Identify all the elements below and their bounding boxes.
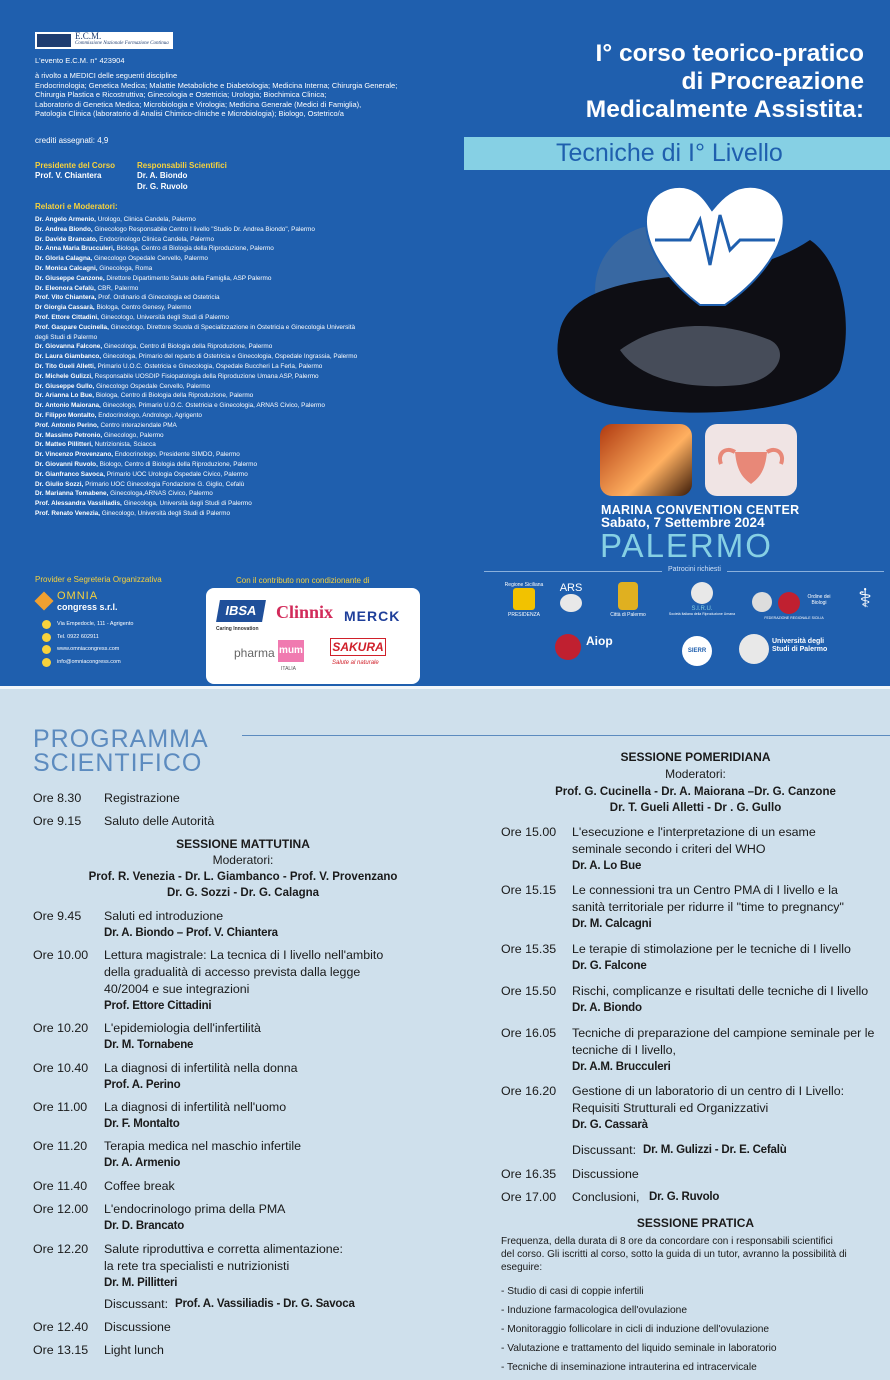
relatore-affiliation: Ginecologo Ospedale Cervello, Palermo (94, 382, 211, 390)
title-line: Medicalmente Assistita: (585, 96, 864, 123)
session-mattutina-title: SESSIONE MATTUTINA (176, 837, 310, 851)
relatore-affiliation: Ginecologo, Primario U.O.C. Ostetricia e Ginecologia, ARNAS Civico, Palermo (100, 402, 325, 410)
uterus-image (705, 424, 797, 496)
entry-topic: seminale secondo i criteri del WHO (572, 842, 766, 856)
relatore-item (35, 303, 455, 313)
patronage-label: Patrocini richiesti (662, 566, 727, 573)
relatore-name: Dr. Massimo Petronio, (35, 431, 103, 439)
contact-address (42, 620, 133, 633)
entry-time: Ore 10.20 (33, 1021, 89, 1035)
session-pomeridiana-title: SESSIONE POMERIDIANA (620, 750, 771, 764)
relatore-name: Dr. Monica Calcagni, (35, 264, 98, 272)
entry-time: Ore 9.45 (33, 909, 82, 923)
sponsor-pharma-text: pharma (234, 646, 275, 660)
contact-email[interactable] (42, 658, 133, 671)
relatore-affiliation: Biologa, Centro di Biologia della Riproduzione, Palermo (114, 245, 274, 253)
relatore-item (35, 352, 455, 362)
relatore-item (35, 274, 455, 284)
relatore-affiliation: Ginecologo Ospedale Cervello, Palermo (92, 255, 208, 263)
uterus-icon (705, 424, 797, 496)
relatore-affiliation: Biologa, Centro di Biologia della Riproduzione, Palermo (94, 392, 254, 400)
sponsor-ibsa-tagline: Caring Innovation (216, 626, 259, 632)
entry-time: Ore 13.15 (33, 1343, 89, 1357)
entry-topic: Conclusioni, (572, 1190, 640, 1204)
relatore-item (35, 284, 455, 294)
entry-speaker: Dr. M. Tornabene (104, 1039, 194, 1051)
relatore-name: Prof. Ettore Cittadini, (35, 313, 99, 321)
session-mattutina-moderators (33, 869, 453, 901)
relatore-affiliation: Ginecologa, Primario del reparto di Ostetricia e Ginecologia, Ospedale Ingrassia, Palermo (101, 353, 358, 361)
entry-topic: Le terapie di stimolazione per le tecniche di I livello (572, 942, 851, 956)
relatore-name: Dr. Tito Gueli Alletti, (35, 362, 96, 370)
embryo-image (600, 424, 692, 496)
moderators-line: Dr. T. Gueli Alletti - Dr . G. Gullo (609, 802, 782, 814)
scientific-block (137, 161, 227, 192)
relatore-name: Dr. Anna Maria Brucculeri, (35, 245, 115, 253)
venue: MARINA CONVENTION CENTER (601, 503, 800, 517)
pratica-description (501, 1235, 890, 1274)
relatore-item (35, 235, 455, 245)
entry-topic: sanità territoriale per ridurre il "time to pregnancy" (572, 900, 844, 914)
sponsor-sakura-logo: SAKURA (330, 638, 386, 656)
session-mattutina-mod-label: Moderatori: (212, 853, 274, 867)
entry-speaker: Dr. A.M. Brucculeri (572, 1061, 671, 1073)
scientific-name: Dr. A. Biondo (137, 171, 188, 180)
session-pomeridiana-moderators (501, 784, 890, 816)
relatore-name: Prof. Gaspare Cucinella, (35, 323, 109, 331)
sponsor-clinnix-logo: Clinnix (276, 602, 334, 622)
ecm-disciplines (35, 71, 450, 119)
relatore-item (35, 460, 455, 470)
entry-topic: La diagnosi di infertilità nell'uomo (104, 1100, 287, 1114)
italy-emblem-icon (752, 592, 772, 612)
president-name: Prof. V. Chiantera (35, 171, 102, 180)
relatore-affiliation: Centro interaziendale PMA (98, 421, 177, 429)
discussant-label: Discussant: (104, 1297, 169, 1311)
mail-icon (42, 658, 51, 667)
entry-speaker: Dr. G. Cassarà (572, 1119, 648, 1131)
subtitle-banner (464, 137, 890, 170)
entry-topic: La diagnosi di infertilità nella donna (104, 1061, 298, 1075)
event-city: PALERMO (600, 527, 773, 564)
pratica-text-line: del corso. Gli iscritti al corso, sotto la guida di un tutor, avranno la possibilità di (501, 1249, 847, 1260)
discussant-label: Discussant: (572, 1143, 637, 1157)
disciplines-line: Chirurgia Plastica e Ricostruttiva; Ginecologia e Ostetricia; Urologia; Biochimica Clinica; (35, 90, 327, 99)
relatore-name: Dr. Andrea Biondo, (35, 225, 93, 233)
entry-topic: Light lunch (104, 1343, 164, 1357)
ultrasound-heart-illustration (540, 180, 860, 420)
relatore-item (35, 421, 455, 431)
pratica-item: - Studio di casi di coppie infertili (501, 1286, 644, 1297)
red-seal-icon (555, 634, 581, 660)
programma-section (0, 686, 890, 1380)
entry-speaker: Prof. A. Perino (104, 1079, 181, 1091)
entry-time: Ore 15.15 (501, 883, 557, 897)
entry-time: Ore 9.15 (33, 814, 82, 828)
relatore-item (35, 391, 455, 401)
regione-icon (513, 588, 535, 610)
title-line: di Procreazione (681, 68, 864, 95)
relatore-affiliation: Endocrinologo Clinica Candela, Palermo (97, 235, 215, 243)
relatore-affiliation: Direttore Dipartimento Salute della Famiglia, ASP Palermo (104, 274, 272, 282)
relatore-affiliation: Ginecologo Responsabile Centro I livello "Studio Dr. Andrea Biondo", Palermo (92, 225, 315, 233)
patron-unipa-logo: Università degli Studi di Palermo (772, 638, 828, 653)
relatore-item (35, 411, 455, 421)
patron-logos (490, 582, 890, 672)
entry-time: Ore 12.20 (33, 1242, 89, 1256)
sponsors-box (206, 588, 420, 684)
comune-crest-icon (618, 582, 638, 610)
entry-time: Ore 16.35 (501, 1167, 557, 1181)
relatore-name: Dr. Davide Brancato, (35, 235, 98, 243)
patron-label: Città di Palermo (610, 612, 646, 618)
relatore-name: Dr. Arianna Lo Bue, (35, 392, 95, 400)
entry-topic: Requisiti Strutturali ed Organizzativi (572, 1101, 769, 1115)
relatore-name: Dr. Giulio Sozzi, (35, 480, 84, 488)
entry-topic: Lettura magistrale: La tecnica di I livello nell'ambito (104, 948, 384, 962)
relatore-affiliation: Responsabile UOSDIP Fisiopatologia della Riproduzione Umana ASP, Palermo (92, 372, 319, 380)
relatore-item (35, 450, 455, 460)
contact-phone (42, 633, 133, 646)
patron-siru-logo (662, 582, 742, 616)
relatore-name: Dr. Gianfranco Savoca, (35, 470, 105, 478)
ecm-logo (35, 32, 173, 49)
entry-speaker: Dr. M. Pillitteri (104, 1277, 178, 1289)
relatore-name: Dr. Giuseppe Canzone, (35, 274, 105, 282)
entry-time: Ore 10.40 (33, 1061, 89, 1075)
course-title (464, 40, 864, 124)
entry-topic: L'esecuzione e l'interpretazione di un esame (572, 825, 816, 839)
relatore-item (35, 499, 455, 509)
uterus-body (735, 452, 767, 484)
contact-text[interactable]: info@omniacongress.com (57, 658, 121, 665)
entry-time: Ore 11.40 (33, 1179, 88, 1193)
relatore-item (35, 372, 455, 382)
entry-time: Ore 12.40 (33, 1320, 89, 1334)
contact-web[interactable] (42, 645, 133, 658)
entry-time: Ore 10.00 (33, 948, 89, 962)
entry-speaker: Dr. G. Falcone (572, 960, 647, 972)
relatore-affiliation: Ginecologo, Università degli Studi di Palermo (100, 509, 231, 517)
relatore-name: Prof. Antonio Perino, (35, 421, 99, 429)
relatore-name: Dr. Antonio Maiorana, (35, 402, 101, 410)
patron-ars-logo (556, 582, 586, 614)
relatore-item (35, 401, 455, 411)
contact-list (42, 620, 133, 670)
programma-title-line: SCIENTIFICO (33, 749, 203, 777)
sponsor-sakura-tagline: Salute al naturale (332, 660, 379, 666)
session-pratica-title: SESSIONE PRATICA (636, 1216, 755, 1230)
programma-title-line: PROGRAMMA (33, 725, 209, 753)
relatore-item (35, 509, 455, 519)
entry-time: Ore 15.00 (501, 825, 557, 839)
relatore-affiliation: Endocrinologo, Andrologo, Agrigento (96, 411, 202, 419)
relatore-item (35, 254, 455, 264)
discussant-names: Prof. A. Vassiliadis - Dr. G. Savoca (175, 1298, 355, 1310)
relatore-affiliation: Ginecologo, Università degli Studi di Palermo (98, 313, 229, 321)
patron-aiop-logo (586, 634, 676, 648)
relatore-name: Prof. Vito Chiantera, (35, 294, 97, 302)
entry-topic: Saluti ed introduzione (104, 909, 224, 923)
relatore-name: Dr. Giovanni Ruvolo, (35, 460, 98, 468)
unipa-seal-icon (739, 634, 769, 664)
moderators-line: Prof. R. Venezia - Dr. L. Giambanco - Prof. V. Provenzano (88, 871, 398, 883)
entry-time: Ore 15.35 (501, 942, 557, 956)
contact-text[interactable]: www.omniacongress.com (57, 646, 120, 652)
biologi-icon (778, 592, 800, 614)
disciplines-intro: à rivolto a MEDICI delle seguenti discipline (35, 71, 178, 80)
moderators-line: Dr. G. Sozzi - Dr. G. Calagna (166, 887, 320, 899)
ecm-credits: crediti assegnati: 4,9 (35, 136, 109, 145)
relatore-name: Dr. Eleonora Cefalù, (35, 284, 96, 292)
entry-topic: Le connessioni tra un Centro PMA di I livello e la (572, 883, 838, 897)
entry-topic: Terapia medica nel maschio infertile (104, 1139, 301, 1153)
provider-label: Provider e Segreteria Organizzativa (35, 575, 162, 584)
entry-speaker: Dr. A. Biondo – Prof. V. Chiantera (104, 927, 278, 939)
relatore-name: Dr. Filippo Montalto, (35, 411, 97, 419)
relatore-item (35, 323, 455, 333)
entry-time: Ore 12.00 (33, 1202, 89, 1216)
relatore-affiliation: Urologo, Clinica Candela, Palermo (95, 216, 196, 223)
relatore-affiliation: Primario UOC Ginecologia Fondazione G. Giglio, Cefalù (83, 480, 245, 488)
globe-icon (42, 645, 51, 654)
sierr-icon: SIERR (682, 636, 712, 666)
title-line: I° corso teorico-pratico (595, 40, 864, 67)
president-label: Presidente del Corso (35, 161, 116, 170)
entry-time: Ore 16.05 (501, 1026, 557, 1040)
discussant-names: Dr. M. Gulizzi - Dr. E. Cefalù (643, 1144, 787, 1156)
patron-label: PRESIDENZA (508, 612, 540, 618)
entry-speaker: Dr. F. Montalto (104, 1118, 180, 1130)
relatori-heading: Relatori e Moderatori: (35, 202, 118, 211)
relatore-name: Dr. Giuseppe Gullo, (35, 382, 95, 390)
entry-topic: Discussione (104, 1320, 171, 1334)
relatore-affiliation: Ginecologa, Roma (97, 264, 153, 272)
entry-topic: L'epidemiologia dell'infertilità (104, 1021, 261, 1035)
entry-time: Ore 11.20 (33, 1139, 88, 1153)
patron-label: Ordine dei Biologi (807, 594, 831, 606)
patron-sub: Società Italiana della Riproduzione Umana (668, 612, 736, 616)
relatore-name: Prof. Renato Venezia, (35, 509, 100, 517)
relatore-item (35, 293, 455, 303)
relatore-affiliation: Primario UOC Urologia Ospedale Civico, Palermo (104, 470, 248, 478)
pratica-text-line: Frequenza, della durata di 8 ore da concordare con i responsabili scientifici (501, 1236, 833, 1247)
sponsor-mum-badge: mum (278, 640, 304, 662)
relatore-name: Dr. Matteo Pillitteri, (35, 441, 93, 449)
contact-text: Via Empedocle, 111 - Agrigento (57, 621, 134, 627)
caduceus-icon: ⚕ (857, 583, 873, 613)
relatore-item (35, 313, 455, 323)
relatore-item (35, 431, 455, 441)
relatore-item (35, 244, 455, 254)
entry-topic: Registrazione (104, 791, 180, 805)
relatore-affiliation: Biologa, Centro Genesy, Palermo (94, 304, 192, 312)
pratica-activities (501, 1282, 777, 1377)
siru-icon (691, 582, 713, 604)
entry-topic: Saluto delle Autorità (104, 814, 215, 828)
relatori-list (35, 215, 455, 519)
relatore-affiliation: Prof. Ordinario di Ginecologia ed Ostetricia (96, 294, 220, 302)
relatore-affiliation: Biologo, Centro di Biologia della Riproduzione, Palermo (97, 460, 258, 468)
pratica-item: - Monitoraggio follicolare in cicli di induzione dell'ovulazione (501, 1324, 770, 1335)
relatore-name: Prof. Alessandra Vassiliadis, (35, 500, 122, 508)
relatore-affiliation: Ginecologo, Direttore Scuola di Specializzazione in Ostetricia e Ginecologia Università (108, 323, 356, 331)
entry-speaker: Dr. A. Biondo (572, 1002, 642, 1014)
entry-speaker: Dr. G. Ruvolo (649, 1191, 720, 1203)
entry-topic: della gradualità di accesso prevista dalla legge (104, 965, 361, 979)
relatore-name: Dr. Marianna Tomabene, (35, 490, 109, 498)
scientific-name: Dr. G. Ruvolo (137, 182, 188, 191)
entry-topic: Coffee break (104, 1179, 175, 1193)
relatore-item (35, 382, 455, 392)
relatore-name: Dr. Michele Gulizzi, (35, 372, 93, 380)
omnia-sub: congress s.r.l. (57, 602, 118, 612)
course-subtitle: Tecniche di I° Livello (556, 139, 783, 167)
omnia-name: OMNIA (57, 590, 99, 602)
relatore-affiliation: Ginecologa,ARNAS Civico, Palermo (108, 490, 213, 498)
relatore-name: Dr. Laura Giambanco, (35, 353, 102, 361)
disciplines-line: Patologia Clinica (laboratorio di Analisi Chimico-cliniche e Microbiologia); Biologo, Ostetrico/a (35, 109, 344, 118)
relatore-name: Dr. Vincenzo Provenzano, (35, 451, 114, 459)
contact-text: Tel. 0922 602911 (57, 633, 99, 640)
location-icon (42, 620, 51, 629)
patron-unipa-seal (738, 634, 770, 666)
patron-sub: FEDERAZIONE REGIONALE SICILIA (764, 616, 824, 620)
entry-speaker: Dr. A. Lo Bue (572, 860, 642, 872)
ecm-logo-subtitle: Commissione Nazionale Formazione Continua (75, 41, 169, 46)
entry-time: Ore 8.30 (33, 791, 82, 805)
entry-speaker: Prof. Ettore Cittadini (104, 1000, 212, 1012)
entry-speaker: Dr. D. Brancato (104, 1220, 185, 1232)
relatore-item (35, 264, 455, 274)
relatore-name: Dr. Gloria Calagna, (35, 255, 93, 263)
relatore-name: Dr. Angelo Armenio, (35, 216, 96, 223)
pratica-item: - Valutazione e trattamento del liquido seminale in laboratorio (501, 1343, 777, 1354)
relatore-affiliation: Ginecologa, Università degli Studi di Palermo (121, 500, 252, 508)
moderators-line: Prof. G. Cucinella - Dr. A. Maiorana –Dr. G. Canzone (555, 786, 836, 798)
relatore-item (35, 333, 455, 343)
relatore-item (35, 342, 455, 352)
ars-icon (560, 594, 582, 612)
relatore-item (35, 215, 455, 225)
event-date: Sabato, 7 Settembre 2024 (601, 515, 765, 530)
relatore-item (35, 489, 455, 499)
entry-topic: L'endocrinologo prima della PMA (104, 1202, 286, 1216)
entry-topic: Rischi, complicanze e risultati delle tecniche di I livello (572, 984, 869, 998)
sponsor-pharmamum-sub: ITALIA (281, 666, 296, 672)
patron-regione-logo (504, 582, 544, 618)
relatore-affiliation: Nutrizionista, Sciacca (92, 441, 156, 449)
entry-topic: 40/2004 e sue integrazioni (104, 982, 250, 996)
relatore-item (35, 480, 455, 490)
pratica-item: - Induzione farmacologica dell'ovulazione (501, 1305, 687, 1316)
omnia-diamond-icon (34, 591, 53, 610)
pratica-item: - Tecniche di inseminazione intrauterina ed intracervicale (501, 1362, 757, 1373)
ecm-logo-mark (37, 34, 71, 47)
relatore-affiliation: Ginecologa, Centro di Biologia della Riproduzione, Palermo (102, 343, 273, 351)
relatore-item (35, 440, 455, 450)
scientific-label: Responsabili Scientifici (137, 161, 227, 170)
patron-label: Aiop (586, 634, 613, 648)
patron-label-top: Regione Siciliana (504, 582, 544, 588)
relatore-item (35, 470, 455, 480)
patron-comune-logo (608, 582, 648, 618)
entry-speaker: Dr. A. Armenio (104, 1157, 181, 1169)
relatore-affiliation: degli Studi di Palermo (35, 333, 98, 341)
entry-time: Ore 16.20 (501, 1084, 557, 1098)
relatore-affiliation: Ginecologo, Palermo (102, 431, 164, 439)
patron-label: ARS (559, 582, 583, 594)
sponsor-merck-logo: MERCK (344, 608, 401, 624)
session-pomeridiana-mod-label: Moderatori: (665, 767, 726, 781)
relatore-affiliation: Endocrinologo, Presidente SIMDO, Palermo (113, 451, 240, 459)
pratica-text-line: eseguire: (501, 1262, 543, 1273)
disciplines-line: Endocrinologia; Genetica Medica; Malattie Metaboliche e Diabetologia; Medicina Interna; Chirurgia Generale; (35, 80, 398, 90)
entry-topic: Gestione di un laboratorio di un centro di I Livello: (572, 1084, 845, 1098)
president-block (35, 161, 115, 181)
entry-time: Ore 11.00 (33, 1100, 88, 1114)
relatore-affiliation: CBR, Palermo (95, 284, 139, 292)
entry-time: Ore 15.50 (501, 984, 557, 998)
sponsor-ibsa-logo: IBSA (216, 600, 266, 622)
patron-red-seal-logo (554, 634, 582, 662)
entry-topic: tecniche di I livello, (572, 1043, 676, 1057)
patron-label: S.I.R.U. (691, 606, 713, 612)
relatore-affiliation: Primario U.O.C. Ostetricia e Ginecologia, Ospedale Buccheri La Ferla, Palermo (95, 362, 323, 370)
brochure-front (0, 0, 890, 686)
relatore-name: Dr Giorgia Cassarà, (35, 304, 95, 312)
ecm-logo-text: E.C.M. (75, 31, 102, 41)
entry-topic: Discussione (572, 1167, 639, 1181)
relatore-item (35, 225, 455, 235)
phone-icon (42, 633, 51, 642)
disciplines-line: Laboratorio di Genetica Medica; Microbiologia e Virologia; Medicina Generale (Medici di Famiglia), (35, 99, 362, 109)
entry-topic: Tecniche di preparazione del campione seminale per le (572, 1026, 875, 1040)
entry-speaker: Dr. M. Calcagni (572, 918, 652, 930)
entry-topic: la rete tra specialisti e nutrizionisti (104, 1259, 290, 1273)
sponsors-label: Con il contributo non condizionante di (236, 576, 370, 585)
ecm-event-number: L'evento E.C.M. n° 423904 (35, 56, 125, 65)
relatore-item (35, 362, 455, 372)
patron-sierr-logo (680, 636, 714, 668)
programma-title (33, 727, 209, 775)
entry-time: Ore 17.00 (501, 1190, 557, 1204)
relatore-name: Dr. Giovanna Falcone, (35, 343, 103, 351)
programma-divider (242, 735, 890, 736)
entry-topic: Salute riproduttiva e corretta alimentazione: (104, 1242, 343, 1256)
